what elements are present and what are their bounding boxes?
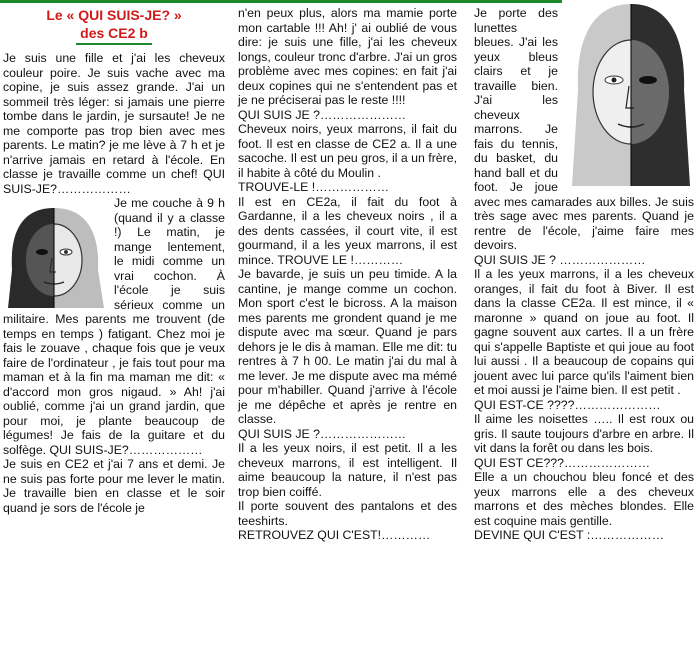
paragraph: Je porte des lunettes bleues. J'ai les yeux bleus clairs et je travaille bien. J'ai les cheveux marrons. Je fais du tennis, du basket, du hand ball et du foot. Je joue avec mes camarades aux billes. Je suis très sage avec mes parents. Quand je rentre de l'école, j'aime faire mes devoirs. bbox=[474, 6, 694, 252]
title-line-1: Le « QUI SUIS-JE? » bbox=[46, 7, 182, 23]
column-2 bbox=[238, 6, 457, 543]
paragraph: Il aime les noisettes ….. Il est roux ou gris. Il saute toujours d'arbre en arbre. Il vit dans la forêt ou dans les bois. bbox=[474, 412, 694, 455]
column-3 bbox=[474, 6, 694, 543]
question: TROUVE-LE !……………… bbox=[238, 180, 389, 194]
face-drawing-icon bbox=[562, 0, 697, 188]
question: RETROUVEZ QUI C'EST!………… bbox=[238, 528, 431, 542]
column-1 bbox=[3, 6, 225, 515]
question: QUI SUIS JE ? ………………… bbox=[474, 252, 646, 267]
paragraph: Je suis une fille et j'ai les cheveux couleur poire. Je suis vache avec ma copine, je suis assez grande. J'ai un sommeil très léger: si jamais une pierre tombe dans le jardin, je sursaute! Je ne me comporte pas trop bien avec mes parents. Le matin? je me lève à 7 h et je n'arrive jamais en retard à l'école. En classe je travaille comme un chef! QUI SUIS-JE?……………… bbox=[3, 51, 225, 196]
title-line-2: des CE2 b bbox=[76, 24, 152, 45]
paragraph: Elle a un chouchou bleu foncé et des yeux marrons elle a des cheveux marrons et des mèches blondes. Elle est coquine mais gentille. bbox=[474, 470, 694, 528]
paragraph: Il porte souvent des pantalons et des teeshirts. bbox=[238, 499, 457, 528]
paragraph: Il est en CE2a, il fait du foot à Gardanne, il a les cheveux noirs , il a des dents cassées, il court vite, il est gourmand, il a les yeux marrons, il est mince. TROUVE LE !………… bbox=[238, 194, 457, 267]
paragraph: n'en peux plus, alors ma mamie porte mon cartable !!! Ah! j' ai oublié de vous dire: je suis une fille, j'ai les cheveux longs, couleur tronc d'arbre. J'ai un gros problème avec mes copines: en fait j'ai deux copines qui ne s'entendent pas et je ne préciserai pas le reste !!!! bbox=[238, 6, 457, 107]
title-line-2-wrap bbox=[3, 24, 225, 45]
paragraph: Il a les yeux marrons, il a les cheveux oranges, il fait du foot à Biver. Il est dans la classe CE2a. Il est mince, il « maronne » quand on joue au foot. Il gagne souvent aux cartes. Il a un frère qui s'appelle Baptiste et qui joue au foot lui aussi . Il a beaucoup de copains qui jouent avec lui parce qu'ils l'aiment bien et moi aussi je l'aime bien. Il est petit . bbox=[474, 267, 694, 397]
face-drawing-icon bbox=[0, 200, 108, 310]
question: DEVINE QUI C'EST :……………… bbox=[474, 528, 665, 542]
question: QUI SUIS JE ?………………… bbox=[238, 426, 407, 441]
paragraph: Cheveux noirs, yeux marrons, il fait du foot. Il est en classe de CE2 a. Il a une sacoche. Il est un peu gros, il a un frère, il habite à côté du Moulin . bbox=[238, 122, 457, 180]
paragraph: Il a les yeux noirs, il est petit. Il a les cheveux marrons, il est intelligent. Il aime beaucoup la nature, il n'est pas trop bien coiffé. bbox=[238, 441, 457, 499]
paragraph: Je bavarde, je suis un peu timide. A la cantine, je mange comme un cochon. Mon sport c'est le bicross. A la maison mes parents me grondent quand je me dispute avec ma sœur. Quand je pars dehors je le dis à maman. Elle me dit: tu rentres à 7 h 00. Le matin j'ai du mal à me lever. Je me dispute avec ma mémé pour m'habiller. Quand j'arrive à l'école je me dépêche et après je rentre en classe. bbox=[238, 267, 457, 426]
question: QUI SUIS JE ?………………… bbox=[238, 107, 407, 122]
question: QUI EST CE???………………… bbox=[474, 455, 651, 470]
question: QUI EST-CE ????………………… bbox=[474, 397, 661, 412]
paragraph: Je me couche à 9 h (quand il y a classe !) Le matin, je mange lentement, le midi comme un vrai cochon. À l'école je suis sérieux comme un militaire. Mes parents me trouvent (de temps en temps ) fatigant. Chez moi je fais le zouave , chaque fois que je veux faire de l'ordinateur , je fais tout pour ma maman et à la fin ma maman me dit: « d'accord mon gros nigaud. » Ah! j'ai oublié, comme j'ai un grand jardin, que pour moi, je plante beaucoup de légumes! Je fais de la guitare et du solfège. QUI SUIS-JE?……………… bbox=[3, 196, 225, 457]
paragraph: Je suis en CE2 et j'ai 7 ans et demi. Je ne suis pas forte pour me lever le matin. Je travaille bien en classe et le soir quand je sors de l'école je bbox=[3, 457, 225, 515]
